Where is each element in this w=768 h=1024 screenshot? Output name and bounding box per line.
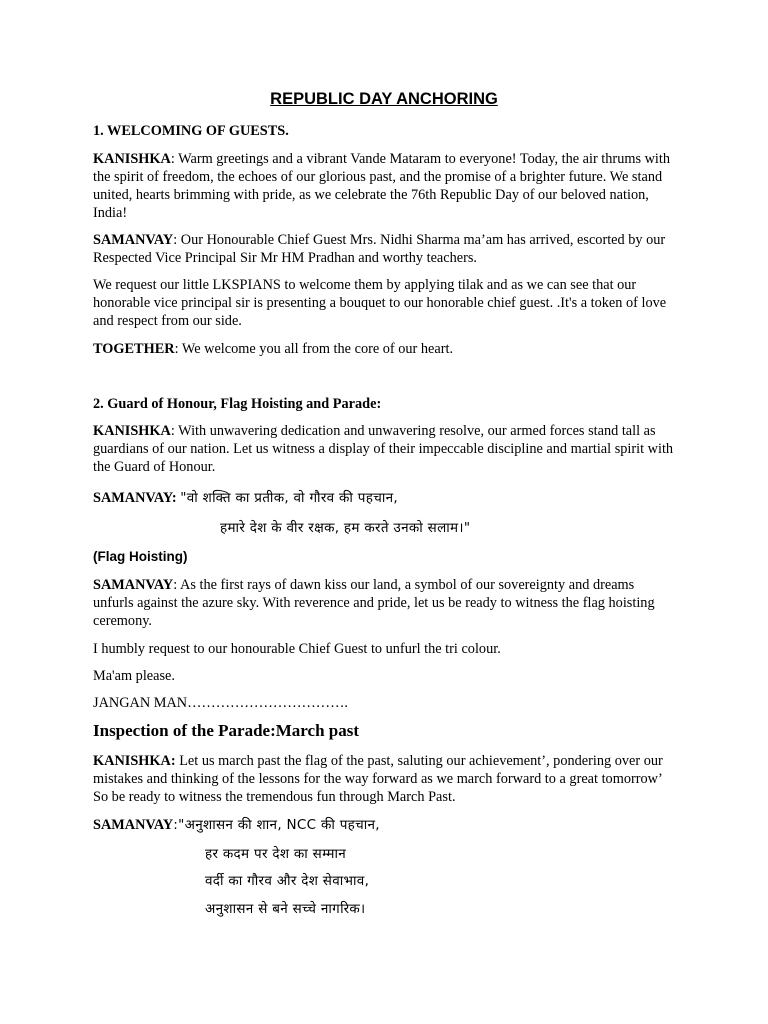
section-2-request-paragraph: I humbly request to our honourable Chief Guest to unfurl the tri colour. (93, 641, 501, 657)
paragraph-text: Let us march past the flag of the past, saluting our achievement’, pondering over our mistakes and thinking of the lessons for the way forward as we march forward to a great tomorrow’ So be ready to witness the tremendous fun through March Past. (93, 753, 663, 805)
speaker-label: KANISHKA (93, 151, 171, 167)
speaker-label: TOGETHER (93, 341, 175, 357)
hindi-verse-text: हमारे देश के वीर रक्षक, हम करते उनको सलाम।" (220, 520, 471, 536)
paragraph-text: : Warm greetings and a vibrant Vande Mataram to everyone! Today, the air thrums with the spirit of freedom, the echoes of our glorious past, and the promise of a brighter future. We stand united, hearts brimming with pride, as we celebrate the 76th Republic Day of our beloved nation, India! (93, 151, 671, 221)
section-1-together-paragraph (93, 340, 678, 358)
section-2-hindi-verse-line-1 (93, 489, 678, 507)
section-2-jangan-paragraph: JANGAN MAN……………………………. (93, 695, 348, 711)
paragraph-text: : Our Honourable Chief Guest Mrs. Nidhi Sharma ma’am has arrived, escorted by our Respected Vice Principal Sir Mr HM Pradhan and worthy teachers. (93, 232, 666, 266)
section-1-heading: 1. WELCOMING OF GUESTS. (93, 123, 289, 139)
document-title: REPUBLIC DAY ANCHORING (270, 90, 498, 108)
section-2-hindi-verse-line-2 (220, 519, 470, 537)
hindi-verse-text: वर्दी का गौरव और देश सेवाभाव, (205, 873, 370, 889)
hindi-verse-text: हर कदम पर देश का सम्मान (205, 846, 347, 862)
hindi-verse-text: अनुशासन से बने सच्चे नागरिक। (205, 901, 366, 917)
section-3-heading: Inspection of the Parade:March past (93, 721, 359, 740)
speaker-label: SAMANVAY (93, 817, 174, 833)
hindi-verse-text: :"अनुशासन की शान, NCC की पहचान, (173, 817, 380, 833)
section-3-hindi-verse-line-3 (205, 872, 369, 890)
speaker-label: SAMANVAY (93, 232, 174, 248)
section-3-hindi-verse-line-4 (205, 900, 365, 918)
hindi-verse-text: "वो शक्ति का प्रतीक, वो गौरव की पहचान, (180, 490, 399, 506)
speaker-label: KANISHKA: (93, 753, 176, 769)
section-2-heading: 2. Guard of Honour, Flag Hoisting and Parade: (93, 396, 382, 412)
paragraph-text: : As the first rays of dawn kiss our land, a symbol of our sovereignty and dreams unfurls against the azure sky. With reverence and pride, let us be ready to witness the flag hoisting ceremony. (93, 577, 655, 629)
section-3-hindi-verse-line-1 (93, 816, 678, 834)
speaker-label: KANISHKA (93, 423, 171, 439)
speaker-label: SAMANVAY (93, 577, 174, 593)
section-3-kanishka-paragraph (93, 752, 678, 806)
section-2-maam-paragraph: Ma'am please. (93, 668, 175, 684)
section-2-kanishka-paragraph (93, 422, 678, 476)
flag-hoisting-heading: (Flag Hoisting) (93, 549, 188, 564)
section-3-hindi-verse-line-2 (205, 845, 346, 863)
section-2-flag-samanvay-paragraph (93, 576, 678, 630)
speaker-label: SAMANVAY: (93, 490, 181, 506)
paragraph-text: : With unwavering dedication and unwavering resolve, our armed forces stand tall as guardians of our nation. Let us witness a display of their impeccable discipline and martial spirit with the Guard of Honour. (93, 423, 674, 475)
section-1-samanvay-paragraph (93, 231, 678, 267)
section-1-kanishka-paragraph (93, 150, 678, 222)
paragraph-text: : We welcome you all from the core of our heart. (174, 341, 454, 357)
section-1-request-paragraph: We request our little LKSPIANS to welcome them by applying tilak and as we can see that our honorable vice principal sir is presenting a bouquet to our honorable chief guest. .It's a token of love and respect from our side. (93, 277, 667, 329)
